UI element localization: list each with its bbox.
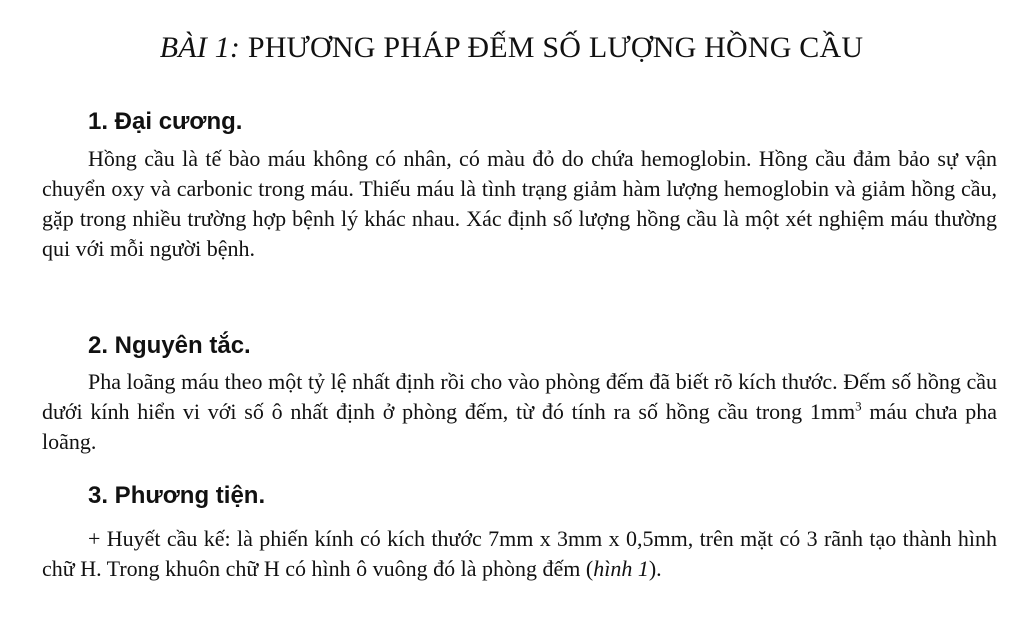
section-heading-equipment: 3. Phương tiện.: [88, 482, 266, 509]
section-body-principle: [42, 367, 997, 457]
principle-text-end: máu chưa pha loãng.: [42, 399, 997, 454]
lesson-title: [0, 28, 1023, 68]
section-body-overview: Hồng cầu là tế bào máu không có nhân, có màu đỏ do chứa hemoglobin. Hồng cầu đảm bảo sự vận chuyển oxy và carbonic trong máu. Thiếu máu là tình trạng giảm hàm lượng hemoglobin và giảm hồng cầu, gặp trong nhiều trường hợp bệnh lý khác nhau. Xác định số lượng hồng cầu là một xét nghiệm máu thường qui với mỗi người bệnh.: [42, 146, 997, 261]
lesson-title-text: PHƯƠNG PHÁP ĐẾM SỐ LƯỢNG HỒNG CẦU: [247, 31, 864, 64]
equipment-text-end: ).: [648, 556, 662, 581]
figure-reference: hình 1: [593, 556, 649, 581]
equipment-text: + Huyết cầu kế: là phiến kính có kích thước 7mm x 3mm x 0,5mm, trên mặt có 3 rãnh tạo thành hình chữ H. Trong khuôn chữ H có hình ô vuông đó là phòng đếm (: [42, 526, 997, 581]
lesson-number: BÀI 1:: [159, 31, 241, 64]
section-heading-principle: 2. Nguyên tắc.: [88, 332, 251, 359]
section-heading-overview: 1. Đại cương.: [88, 108, 243, 135]
section-body-equipment: [42, 524, 997, 584]
principle-text: Pha loãng máu theo một tỷ lệ nhất định rồi cho vào phòng đếm đã biết rõ kích thước. Đếm số hồng cầu dưới kính hiển vi với số ô nhất định ở phòng đếm, từ đó tính ra số hồng cầu trong 1mm: [42, 369, 997, 424]
cubic-superscript: 3: [855, 398, 862, 414]
